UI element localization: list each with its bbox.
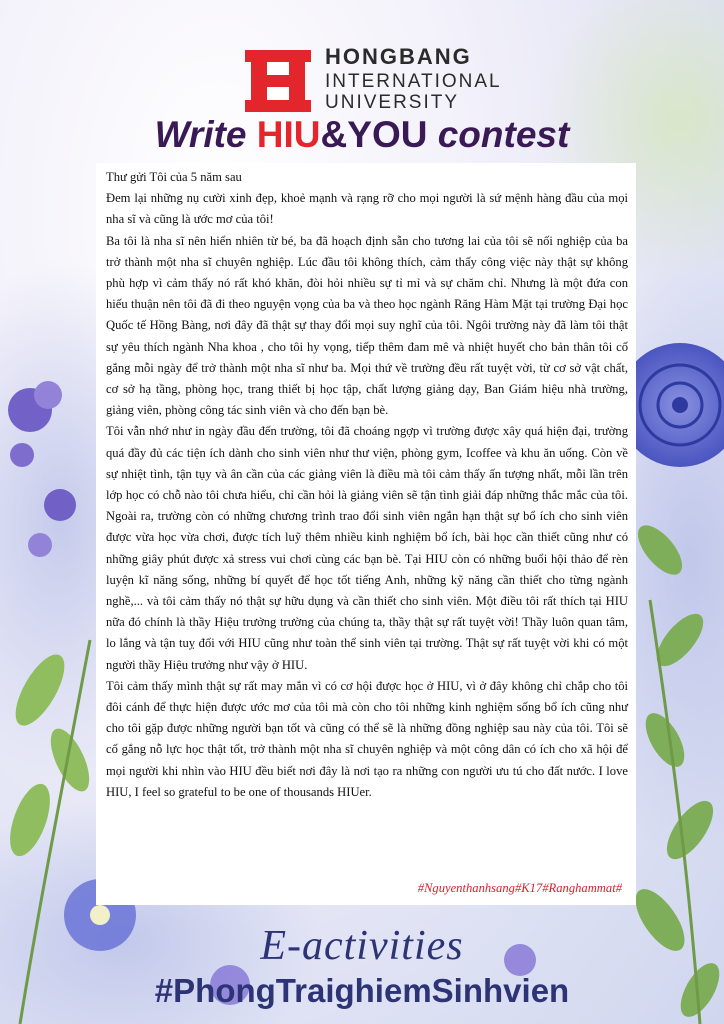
header bbox=[0, 0, 724, 160]
university-name bbox=[325, 46, 502, 112]
letter-paragraph-3: Tôi vẫn nhớ như in ngày đầu đến trường, tôi đã choáng ngợp vì trường được xây quá hiện đại, trường quá đầy đủ các tiện ích dành cho sinh viên như thư viện, phòng gym, Icoffee và khu ăn uống. Còn về sự nhiệt tình, tận tụy và ân cần của các giảng viên là điều mà tôi cảm thấy ấn tượng nhất, mỗi lần trên lớp học có chỗ nào tôi chưa hiểu, chỉ cần hỏi là giảng viên sẽ tận tình giải đáp những thắc mắc của tôi. Ngoài ra, trường còn có những chương trình trao đổi sinh viên ngắn hạn thật sự bổ ích cho sinh viên được vừa học vừa chơi, được tích luỹ thêm nhiều kinh nghiệm bổ ích, bài học cần thiết cũng như có những giây phút được xả stress vui chơi cùng các bạn bè. Tại HIU còn có những buổi hội thảo để rèn luyện kĩ năng sống, những bí quyết để học tốt tiếng Anh, những kỹ năng cần thiết cho từng ngành nghề,... và tôi cảm thấy nó thật sự hữu dụng và cần thiết cho sinh viên. Một điều tôi rất thích tại HIU nữa đó chính là thầy Hiệu trưởng trường của chúng ta, thầy thật sự rất tuyệt vời! Thầy luôn quan tâm, lo lắng và tận tuỵ đối với HIU cũng như toàn thể sinh viên tại trường. Thật sự rất tuyệt vời khi có một người thầy Hiệu trưởng như vậy ở HIU. bbox=[106, 424, 628, 672]
hashtag-footer: #PhongTraighiemSinhvien bbox=[154, 972, 570, 1009]
university-line2: INTERNATIONAL bbox=[325, 71, 502, 92]
university-line3: UNIVERSITY bbox=[325, 92, 460, 113]
contest-you: YOU bbox=[347, 114, 428, 155]
letter-paragraph-1: Đem lại những nụ cười xinh đẹp, khoẻ mạnh và rạng rỡ cho mọi người là sứ mệnh hàng đầu của mọi nha sĩ và cũng là ước mơ của tôi! bbox=[106, 191, 628, 227]
contest-amp: & bbox=[320, 114, 348, 155]
contest-write: Write bbox=[154, 114, 257, 155]
e-activities-title: E-activities bbox=[260, 923, 464, 969]
contest-hiu: HIU bbox=[256, 114, 321, 155]
letter-paper bbox=[96, 163, 636, 905]
author-signature: #Nguyenthanhsang#K17#Ranghammat# bbox=[417, 880, 622, 895]
letter-paragraph-4: Tôi cảm thấy mình thật sự rất may mắn vì có cơ hội được học ở HIU, vì ở đây không chỉ chắp cho tôi đôi cánh để thực hiện được ước mơ của tôi mà còn cho tôi những kinh nghiệm sống bổ ích cũng như cho tôi gặp được những người bạn tốt và cũng có thể sẽ là những đồng nghiệp sau này của tôi. Tôi sẽ cố gắng nỗ lực học thật tốt, trở thành một nha sĩ chuyên nghiệp và một công dân có ích cho xã hội để mọi người khi nhìn vào HIU đều biết nơi đây là nơi tạo ra những con người ưu tú cho đất nước. I love HIU, I feel so grateful to be one of thousands HIUer. bbox=[106, 678, 628, 799]
university-line1: HONGBANG bbox=[325, 44, 472, 69]
contest-word: contest bbox=[427, 114, 570, 155]
letter-title: Thư gửi Tôi của 5 năm sau bbox=[106, 170, 242, 184]
letter-paragraph-2: Ba tôi là nha sĩ nên hiển nhiên từ bé, ba đã hoạch định sẵn cho tương lai của tôi sẽ nối nghiệp của ba trở thành một nha sĩ chuyên nghiệp. Lúc đầu tôi không thích, cảm thấy công việc này thật sự không phù hợp vì cảm thấy nó rất khó khăn, đòi hỏi nhiều sự tỉ mỉ và sự chăm chỉ. Nhưng là một đứa con hiếu thuận nên tôi đã đi theo nguyện vọng của ba và theo học ngành Răng Hàm Mặt tại trường Đại học Quốc tế Hồng Bàng, nơi đây đã thật sự thay đổi mọi suy nghĩ của tôi. Ngôi trường này đã làm tôi thật sự yêu thích ngành Nha khoa , cho tôi hy vọng, tiếp thêm đam mê và nhiệt huyết cho bản thân tôi cố gắng mỗi ngày để trở thành một nha sĩ như ba. Mọi thứ về trường đều rất tuyệt vời, từ cơ sở vật chất, cơ sở hạ tầng, phòng học, trang thiết bị học tập, chất lượng giảng dạy, Ban Giám hiệu nhà trường, giảng viên, phòng công tác sinh viên và cho đến bạn bè. bbox=[106, 233, 628, 418]
university-logo-icon bbox=[245, 50, 311, 112]
contest-title bbox=[0, 114, 724, 156]
